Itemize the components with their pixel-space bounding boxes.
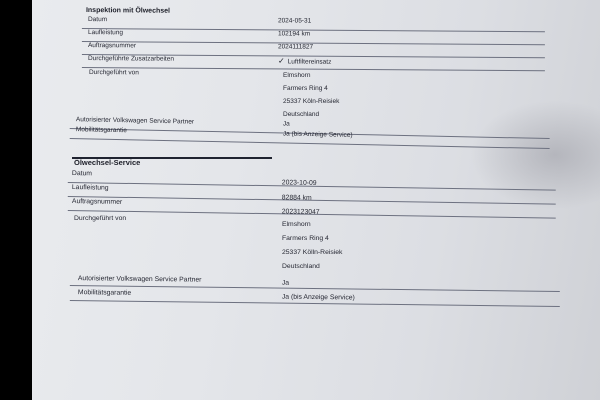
row-label: Autorisierter Volkswagen Service Partner <box>75 116 195 126</box>
row-value: Ja (bis Anzeige Service) <box>282 130 353 139</box>
section-2-address-country: Deutschland <box>282 263 320 270</box>
row-value-with-check <box>278 56 331 65</box>
row-label: Auftragsnummer <box>71 198 123 206</box>
row-value: 2024-05-31 <box>277 17 312 25</box>
row-label: Mobilitätsgarantie <box>75 126 127 135</box>
section-1-row-zusatzarbeiten <box>82 54 545 71</box>
row-label: Datum <box>71 170 93 178</box>
row-label: Mobilitätsgarantie <box>77 289 132 297</box>
row-label: Autorisierter Volkswagen Service Partner <box>77 275 202 284</box>
row-value: 2023123047 <box>281 208 320 216</box>
row-label: Datum <box>87 16 108 24</box>
row-value: 2024111827 <box>277 43 314 51</box>
row-label: Durchgeführte Zusatzarbeiten <box>87 55 174 63</box>
row-label: Laufleistung <box>71 184 109 192</box>
row-label: Laufleistung <box>87 29 124 37</box>
row-value: 102194 km <box>277 30 311 38</box>
section-1-title: Inspektion mit Ölwechsel <box>85 7 171 15</box>
row-value: Ja <box>281 279 290 287</box>
service-document <box>32 0 600 400</box>
section-1-address-street: Farmers Ring 4 <box>283 85 328 92</box>
row-value: Luftfiltereinsatz <box>287 58 332 66</box>
row-value: Ja (bis Anzeige Service) <box>281 293 355 302</box>
row-value: Ja <box>282 120 290 128</box>
section-1-value-durchgefuehrt: Elmshorn <box>283 72 311 79</box>
section-2-address-street: Farmers Ring 4 <box>282 235 329 242</box>
section-1-label-durchgefuehrt: Durchgeführt von <box>88 69 139 77</box>
section-2-value-durchgefuehrt: Elmshorn <box>282 221 311 228</box>
row-value: 82884 km <box>281 194 312 202</box>
section-2-title: Ölwechsel-Service <box>74 158 141 167</box>
section-2-address-city: 25337 Kölln-Reisiek <box>282 249 343 256</box>
section-1-address-city: 25337 Köln-Reisiek <box>283 98 340 105</box>
section-1-address-country: Deutschland <box>283 111 320 118</box>
section-2-label-durchgefuehrt: Durchgeführt von <box>74 215 127 222</box>
checkmark-icon: ✓ <box>277 56 285 66</box>
row-label: Auftragsnummer <box>87 42 137 50</box>
row-value: 2023-10-09 <box>281 179 317 187</box>
